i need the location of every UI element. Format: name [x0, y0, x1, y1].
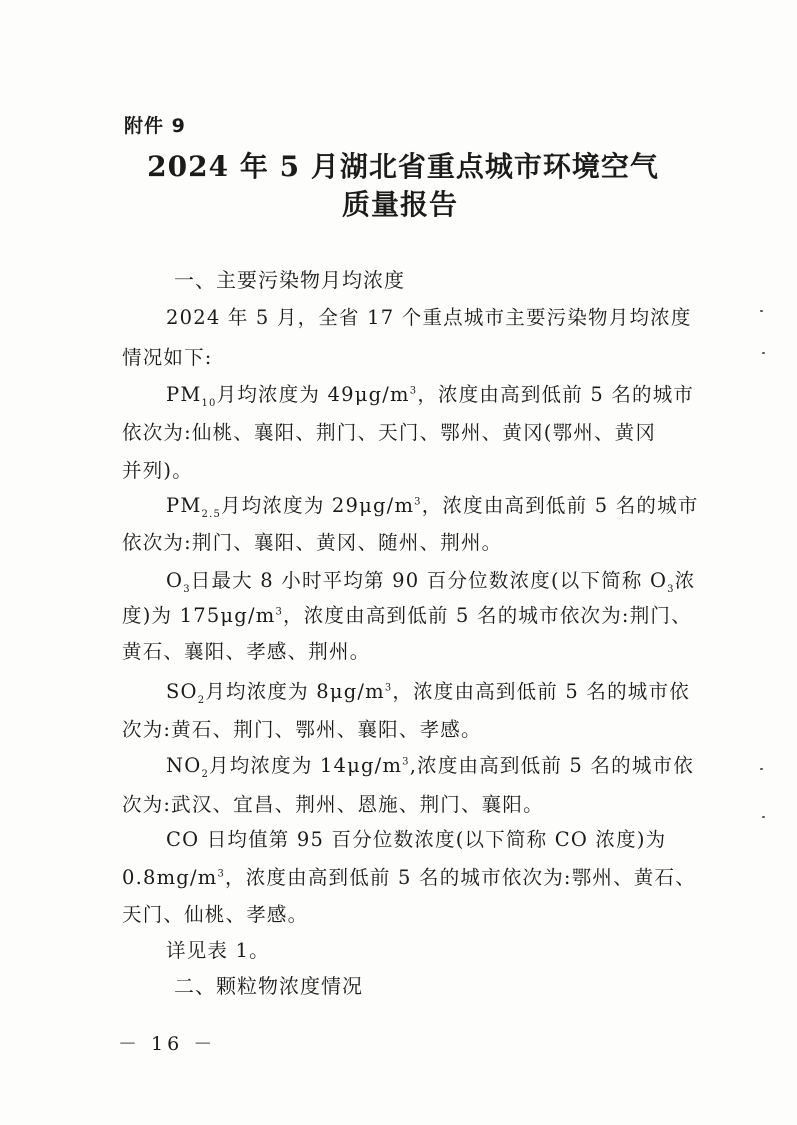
scan-speck — [762, 816, 765, 818]
page-number: － 16 － — [118, 1033, 217, 1055]
report-title-line2: 质量报告 — [341, 188, 458, 221]
pm25-line2: 依次为:荆门、襄阳、黄冈、随州、荆州。 — [122, 531, 503, 554]
so2-line2: 次为:黄石、荆门、鄂州、襄阳、孝感。 — [122, 718, 482, 741]
so2-line1: $SO_2$月均浓度为 $8\mu g/m^3$，浓度由高到低前 5 名的城市依 — [166, 680, 690, 706]
co-line1: CO 日均值第 95 百分位数浓度(以下简称 CO 浓度)为 — [166, 828, 667, 851]
attachment-label: 附件 9 — [124, 115, 186, 137]
section1-heading: 一、主要污染物月均浓度 — [174, 268, 405, 292]
intro-line1: 2024 年 5 月，全省 17 个重点城市主要污染物月均浓度 — [166, 306, 692, 329]
o3-line3: 黄石、襄阳、孝感、荆州。 — [122, 640, 371, 663]
see-table-note: 详见表 1。 — [166, 939, 270, 962]
scan-speck — [762, 352, 765, 354]
pm25-line1: $PM_{2.5}$月均浓度为 $29\mu g/m^3$，浓度由高到低前 5 名的城市 — [166, 494, 699, 520]
section2-heading: 二、颗粒物浓度情况 — [174, 974, 363, 998]
report-title-line1: 2024 年 5 月湖北省重点城市环境空气 — [147, 150, 659, 183]
pm10-line1: $PM_{10}$月均浓度为 $49\mu g/m^3$，浓度由高到低前 5 名的城市 — [166, 383, 695, 409]
pm10-line2: 依次为:仙桃、襄阳、荆门、天门、鄂州、黄冈(鄂州、黄冈 — [122, 421, 657, 444]
co-line2: $0.8mg/m^3$，浓度由高到低前 5 名的城市依次为:鄂州、黄石、 — [122, 866, 696, 889]
o3-line1: $O_3$日最大 8 小时平均第 90 百分位数浓度(以下简称 $O_3$浓 — [166, 569, 696, 595]
co-line3: 天门、仙桃、孝感。 — [122, 903, 309, 926]
scan-speck — [760, 310, 763, 312]
no2-line1: $NO_2$月均浓度为 $14\mu g/m^3$,浓度由高到低前 5 名的城市依 — [166, 754, 694, 780]
no2-line2: 次为:武汉、宜昌、荆州、恩施、荆门、襄阳。 — [122, 793, 544, 816]
scan-speck — [760, 768, 763, 770]
pm10-line3: 并列)。 — [122, 459, 193, 482]
intro-line2: 情况如下: — [122, 346, 213, 369]
o3-line2: 度)为 $175\mu g/m^3$，浓度由高到低前 5 名的城市依次为:荆门、 — [122, 604, 692, 627]
